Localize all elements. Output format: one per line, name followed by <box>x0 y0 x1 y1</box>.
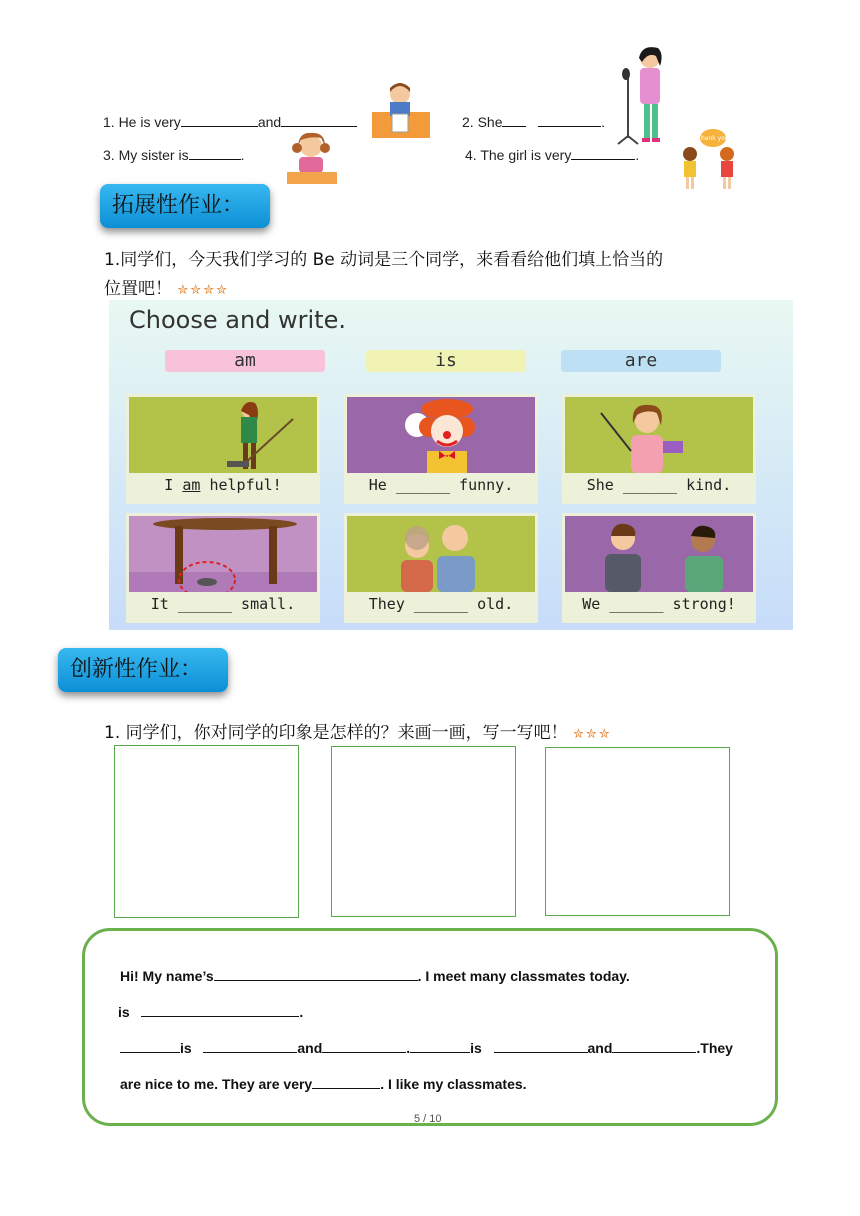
sentence-caption <box>126 595 320 613</box>
answer-blank[interactable] <box>181 114 258 127</box>
sentence-caption <box>562 595 756 613</box>
section-banner-innovation <box>58 648 228 692</box>
picture-card <box>562 394 756 504</box>
name-blank[interactable] <box>214 968 418 981</box>
drawing-box[interactable] <box>331 746 516 917</box>
paragraph-text: and <box>297 1040 323 1056</box>
answer-blank[interactable] <box>612 1040 696 1053</box>
panel-title: Choose and write. <box>129 306 346 334</box>
answer-blank[interactable] <box>141 1004 299 1017</box>
instruction-line <box>104 718 612 743</box>
picture-card <box>344 394 538 504</box>
paragraph-text: is <box>118 1004 130 1020</box>
classmate-blank[interactable] <box>120 1040 180 1053</box>
picture-card <box>126 394 320 504</box>
two-boys-strong-picture <box>565 516 753 592</box>
paragraph-text: . I like my classmates. <box>380 1076 527 1092</box>
paragraph-text: Hi! My name’s <box>120 968 214 984</box>
paragraph-line-3: is and . is and .They <box>120 1040 733 1056</box>
caption-text: kind. <box>677 476 732 494</box>
caption-text: They <box>368 595 414 613</box>
paragraph-text: . I meet many classmates today. <box>417 968 630 984</box>
writing-frame <box>82 928 778 1126</box>
question-2: 2. She . <box>462 114 606 130</box>
mouse-under-table-picture <box>129 516 317 592</box>
clown-picture <box>347 397 535 473</box>
answer-blank[interactable] <box>281 114 357 127</box>
question-1-text-a: 1. He is very <box>103 114 181 130</box>
caption-blank[interactable]: ______ <box>413 595 469 613</box>
caption-blank[interactable]: ______ <box>622 476 678 494</box>
sentence-caption <box>126 476 320 494</box>
section-banner-text: 创新性作业： <box>70 657 203 682</box>
answer-blank[interactable] <box>189 147 241 160</box>
answer-blank[interactable] <box>322 1040 406 1053</box>
option-tab-is <box>366 350 526 372</box>
question-1-text-b: and <box>257 114 282 130</box>
picture-card <box>126 513 320 623</box>
instruction-text: 1.同学们，今天我们学习的 Be 动词是三个同学，来看看给他们填上恰当的 <box>104 250 664 270</box>
paragraph-text: is <box>180 1040 192 1056</box>
caption-text: strong! <box>663 595 736 613</box>
caption-blank[interactable]: ______ <box>395 476 451 494</box>
drawing-box[interactable] <box>545 747 730 916</box>
answer-blank[interactable] <box>571 147 635 160</box>
instruction-line-2 <box>104 274 229 299</box>
option-label: are <box>624 350 658 371</box>
girl-singing-illustration <box>612 44 668 148</box>
answer-blank[interactable] <box>203 1040 297 1053</box>
sentence-caption <box>344 476 538 494</box>
question-3: 3. My sister is . <box>103 147 245 163</box>
paragraph-text: .They <box>696 1040 733 1056</box>
answer-blank[interactable] <box>494 1040 588 1053</box>
question-1 <box>103 114 357 130</box>
caption-text: helpful! <box>200 476 282 494</box>
question-2-text: 2. She <box>462 114 503 130</box>
caption-answer: am <box>182 476 201 494</box>
choose-and-write-panel <box>109 300 793 630</box>
question-3-text: 3. My sister is <box>103 147 189 163</box>
sentence-caption <box>562 476 756 494</box>
girl-drawing-illustration <box>285 130 339 186</box>
paragraph-line-4 <box>120 1076 527 1092</box>
caption-text: small. <box>232 595 296 613</box>
picture-card <box>562 513 756 623</box>
caption-text: We <box>582 595 610 613</box>
paragraph-text: are nice to me. They are very <box>120 1076 313 1092</box>
picture-card <box>344 513 538 623</box>
question-4-text: 4. The girl is very <box>465 147 572 163</box>
caption-text: He <box>368 476 396 494</box>
answer-blank[interactable] <box>502 114 526 127</box>
question-4: 4. The girl is very . <box>465 147 640 163</box>
paragraph-line-1 <box>120 968 630 984</box>
option-tab-am <box>165 350 325 372</box>
star-rating-icon: ✮✮✮ <box>573 727 612 742</box>
paragraph-text: and <box>587 1040 613 1056</box>
instruction-text: 位置吧！ <box>104 279 172 299</box>
section-banner-text: 拓展性作业： <box>112 193 245 218</box>
option-tab-are <box>561 350 721 372</box>
girl-sweeping-picture <box>129 397 317 473</box>
caption-blank[interactable]: ______ <box>609 595 664 613</box>
answer-blank[interactable] <box>538 114 601 127</box>
caption-text: funny. <box>450 476 514 494</box>
star-rating-icon: ✮✮✮✮ <box>177 283 229 298</box>
page-number: 5 / 10 <box>414 1113 442 1125</box>
drawing-box[interactable] <box>114 745 299 918</box>
option-label: is <box>435 350 457 371</box>
option-label: am <box>234 350 256 371</box>
paragraph-text: is <box>470 1040 482 1056</box>
sentence-caption <box>344 595 538 613</box>
caption-blank[interactable]: ______ <box>177 595 233 613</box>
caption-text: old. <box>468 595 514 613</box>
boy-reading-illustration <box>370 82 432 140</box>
section-banner-extension <box>100 184 270 228</box>
thank-you-bubble: Thank you <box>697 135 729 142</box>
paragraph-line-2: is . <box>118 1004 304 1020</box>
woman-pointer-picture <box>565 397 753 473</box>
classmate-blank[interactable] <box>410 1040 470 1053</box>
girls-thank-you-illustration <box>675 126 745 192</box>
caption-text: She <box>586 476 623 494</box>
instruction-text: 1. 同学们，你对同学的印象是怎样的？来画一画，写一写吧！ <box>104 723 568 743</box>
grandparents-picture <box>347 516 535 592</box>
answer-blank[interactable] <box>312 1076 380 1089</box>
caption-text: I <box>164 476 183 494</box>
caption-text: It <box>150 595 178 613</box>
